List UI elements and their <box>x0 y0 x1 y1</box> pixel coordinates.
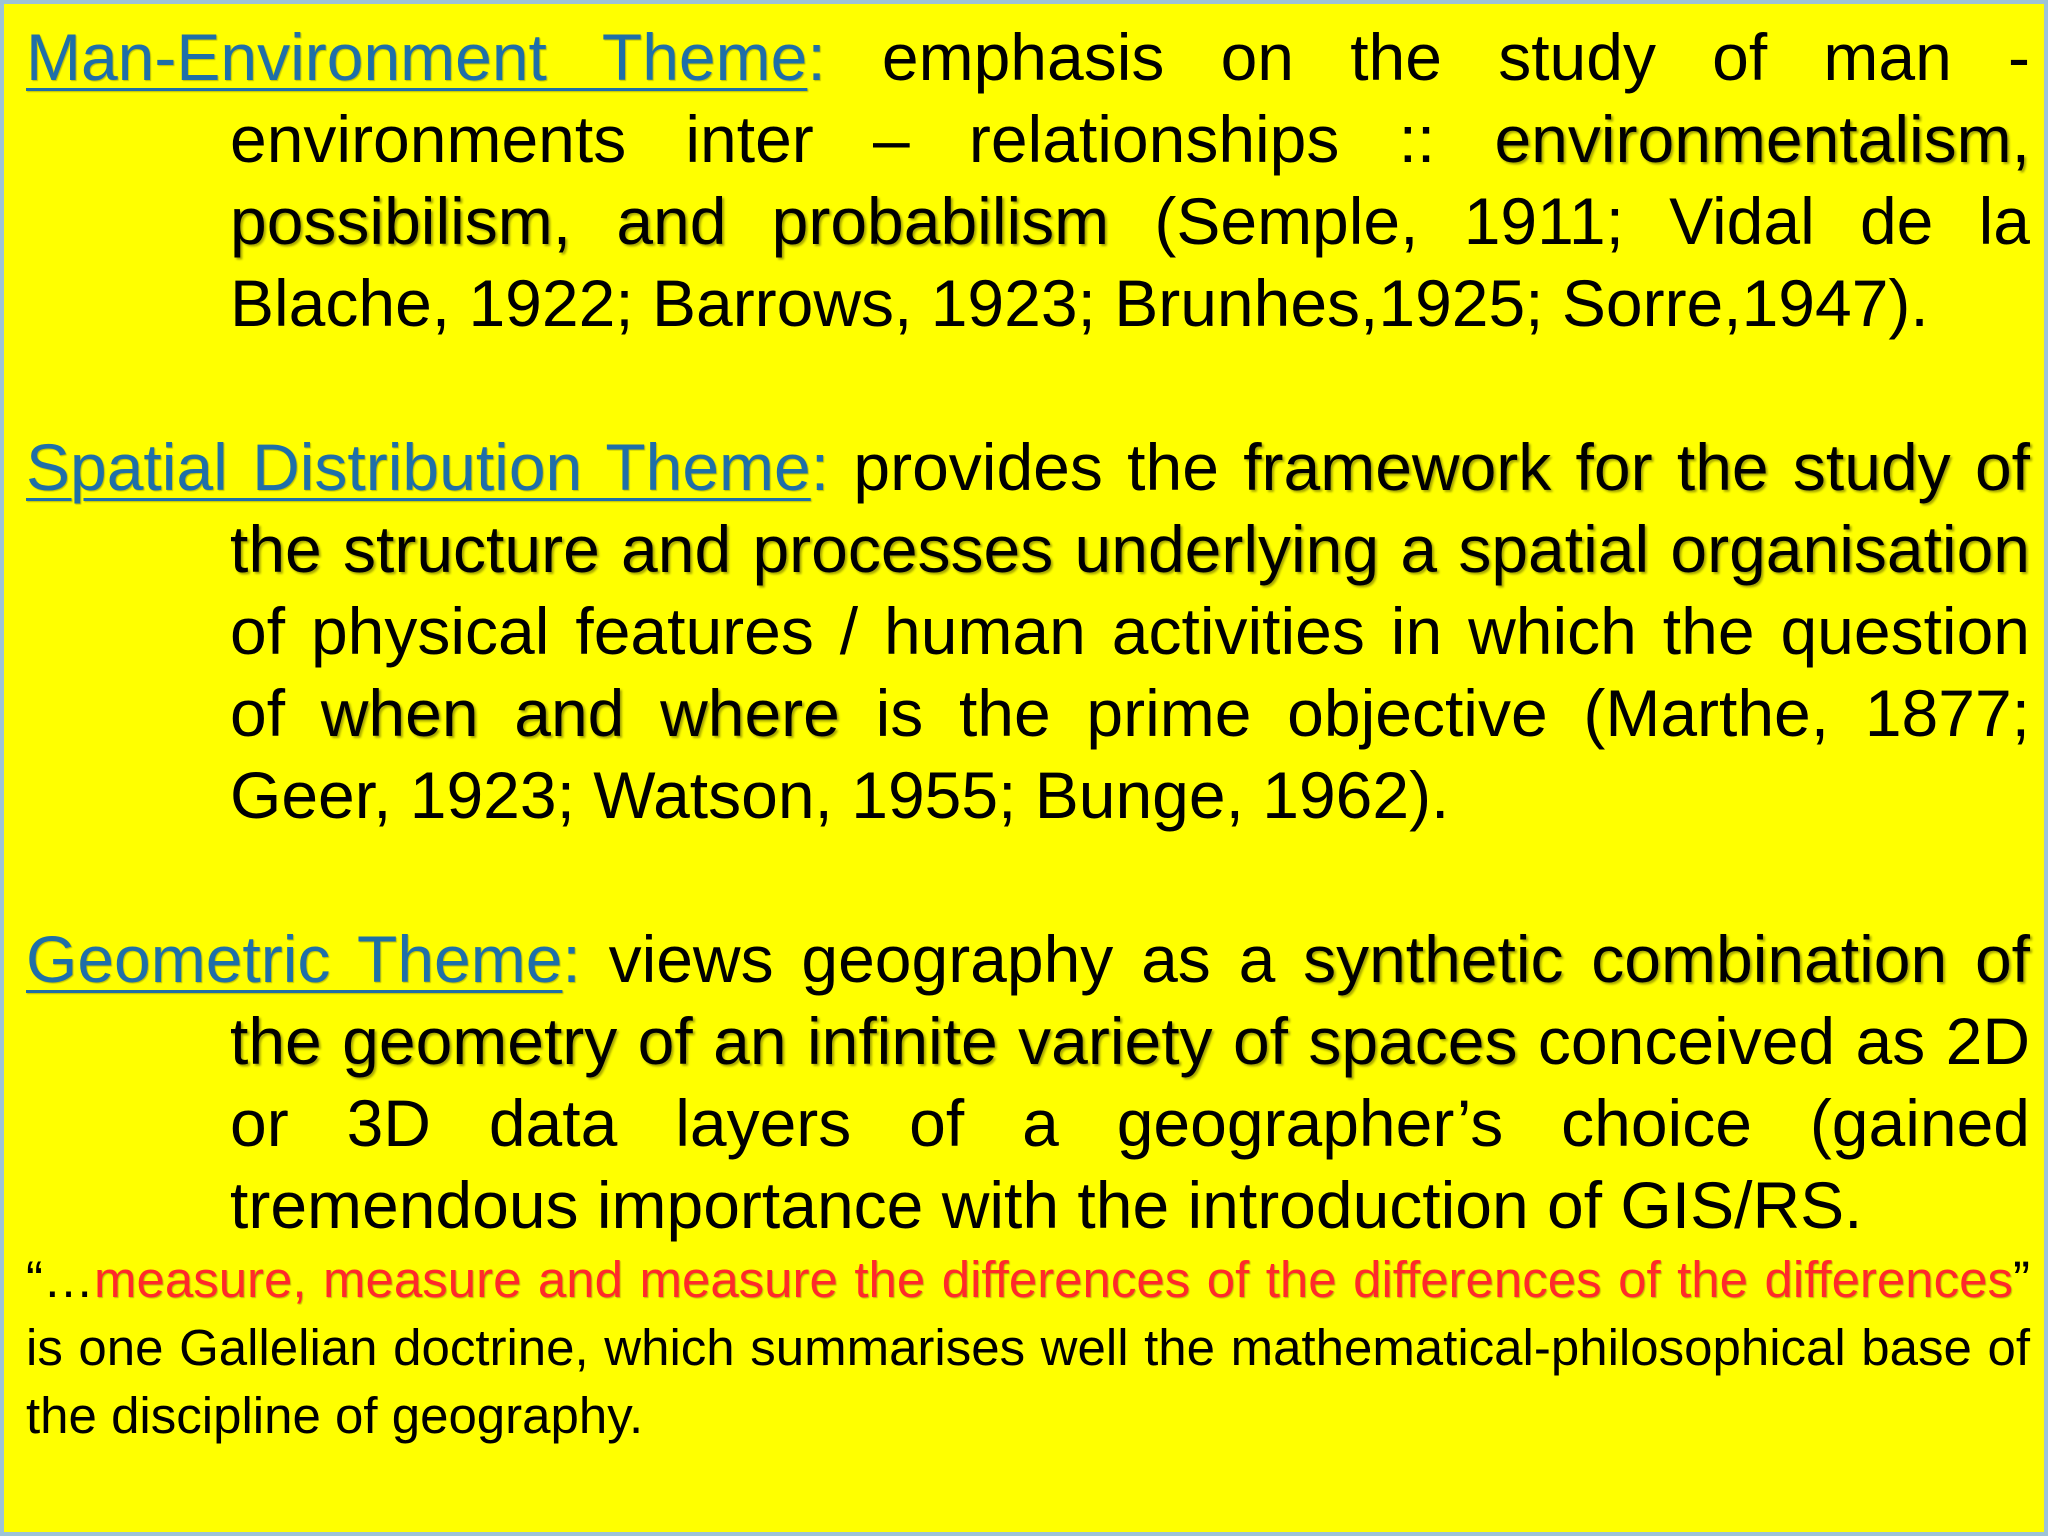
quote-close: ” <box>2013 1251 2030 1308</box>
geometric-colon: : <box>562 922 581 996</box>
man-environment-colon: : <box>807 20 826 94</box>
man-environment-text-1: emphasis on the study of man - environments inter – relationships :: <box>230 20 2031 176</box>
geometric-text-2: conceived as 2D or 3D data layers of a geographer’s choice (gained tremendous importance with the introduction of GIS/RS. <box>230 1004 2031 1242</box>
man-environment-text-2: (Semple, 1911; Vidal de la Blache, 1922; Barrows, 1923; Brunhes,1925; Sorre,1947). <box>230 184 2030 340</box>
galilean-quote <box>26 1246 2030 1450</box>
quote-highlight: measure, measure and measure the differences of the differences of the differences <box>93 1251 2014 1308</box>
spatial-distribution-colon: : <box>810 430 830 504</box>
slide-content <box>26 16 2030 1450</box>
geometric-text-1: views geography as a <box>608 922 1304 996</box>
man-environment-heading: Man-Environment Theme <box>26 20 808 94</box>
spatial-distribution-text-1: provides the <box>853 430 1244 504</box>
spatial-distribution-paragraph <box>26 426 2030 836</box>
quote-open: “… <box>26 1251 94 1308</box>
spatial-distribution-text-3: is the prime objective (Marthe, 1877; Geer, 1923; Watson, 1955; Bunge, 1962). <box>230 676 2030 832</box>
spatial-distribution-heading: Spatial Distribution Theme <box>26 430 811 504</box>
spatial-distribution-text-2: of physical features / human activities in which the question of <box>230 594 2030 750</box>
man-environment-paragraph <box>26 16 2030 344</box>
geometric-heading: Geometric Theme <box>26 922 563 996</box>
spatial-distribution-emphasis-2: when and where <box>320 676 840 750</box>
geometric-paragraph <box>26 918 2030 1246</box>
geometric-emphasis: synthetic combination of the geometry of an infinite variety of spaces <box>230 922 2031 1078</box>
man-environment-emphasis: environmentalism, possibilism, and probabilism <box>230 102 2030 258</box>
quote-rest: is one Gallelian doctrine, which summarises well the mathematical-philosophical base of the discipline of geography. <box>26 1319 2030 1444</box>
spatial-distribution-emphasis-1: framework for the study of the structure and processes underlying a spatial organisation <box>230 430 2031 586</box>
